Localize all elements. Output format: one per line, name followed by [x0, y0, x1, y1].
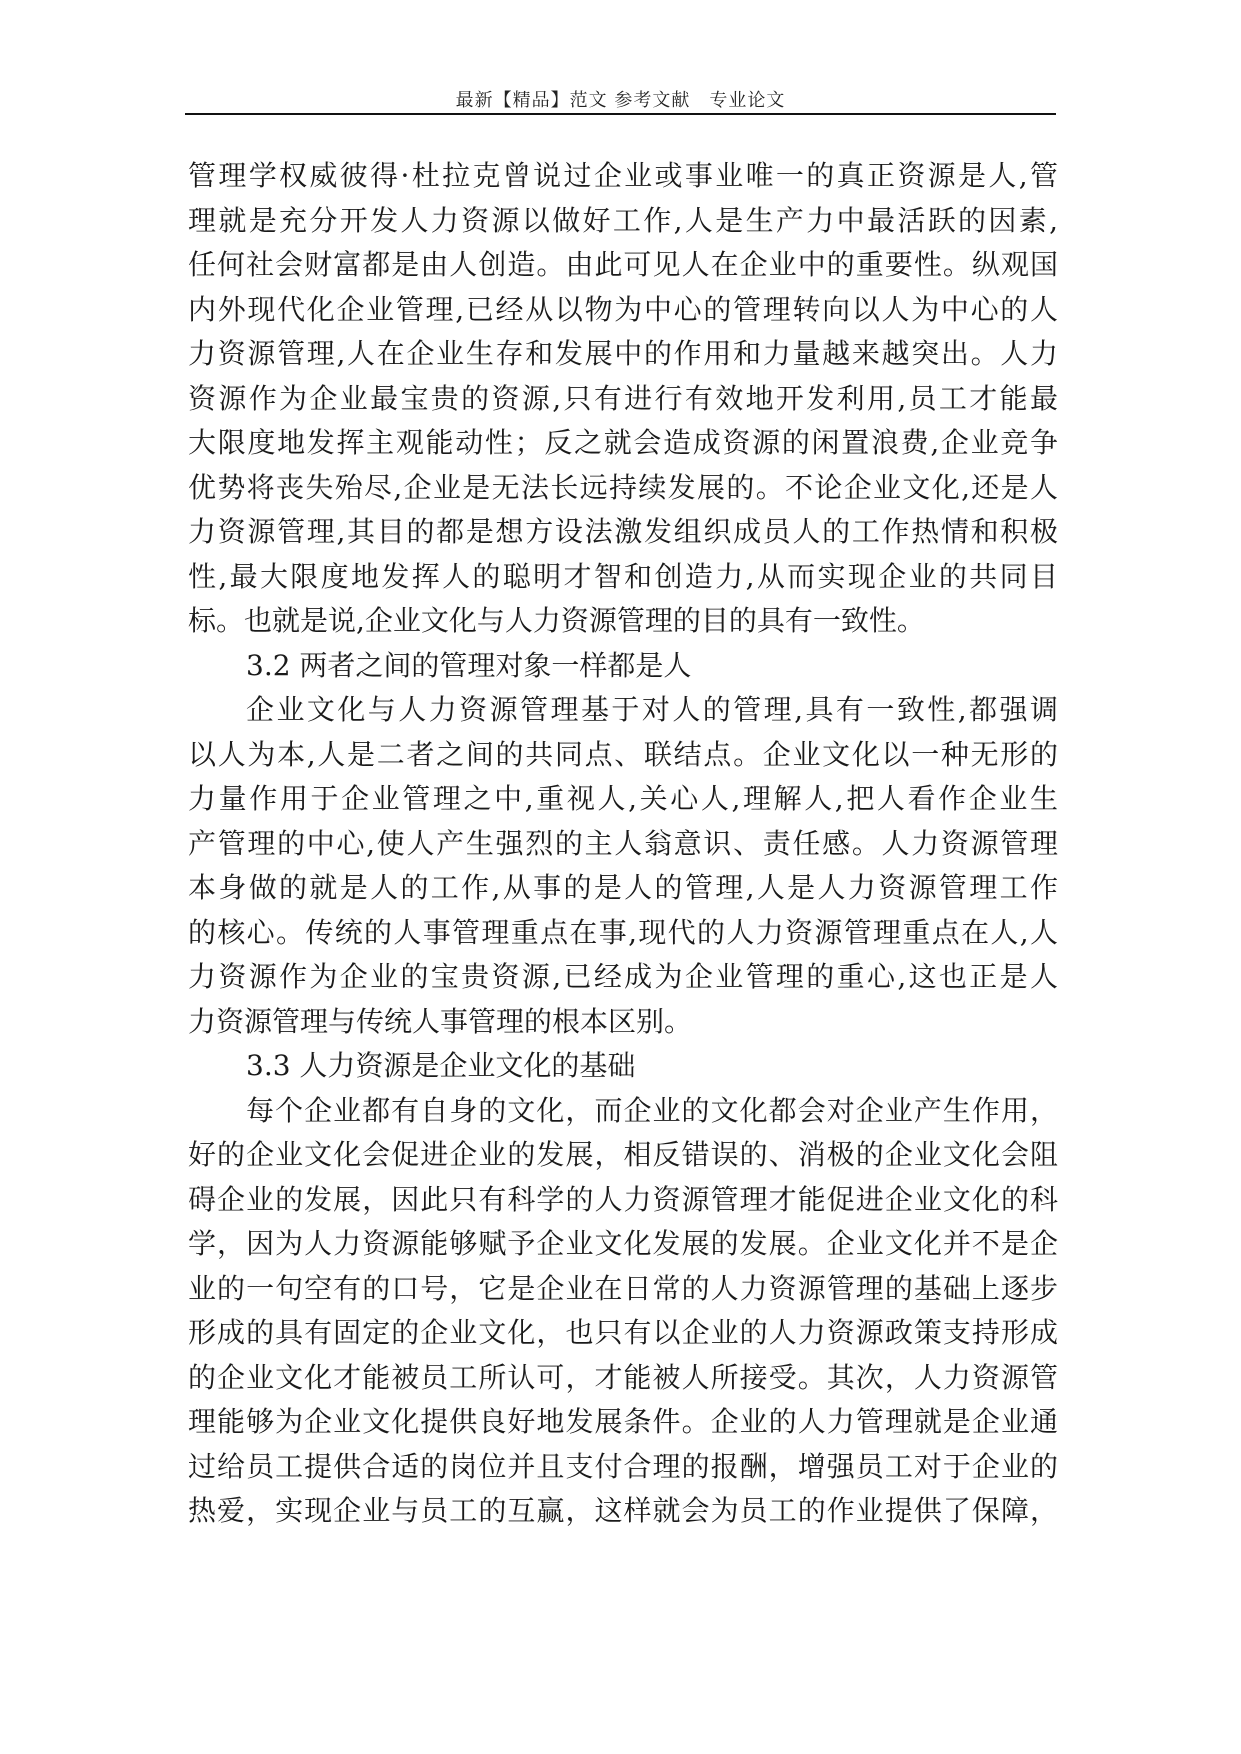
text-line: 学，因为人力资源能够赋予企业文化发展的发展。企业文化并不是企 [188, 1227, 1058, 1260]
text-line: 本身做的就是人的工作,从事的是人的管理,人是人力资源管理工作 [188, 871, 1058, 904]
text-line: 的企业文化才能被员工所认可，才能被人所接受。其次，人力资源管 [188, 1360, 1058, 1394]
text-line: 理能够为企业文化提供良好地发展条件。企业的人力管理就是企业通 [188, 1405, 1058, 1438]
paragraph [188, 1089, 1058, 1534]
text-line: 大限度地发挥主观能动性；反之就会造成资源的闲置浪费,企业竞争 [188, 426, 1058, 459]
text-line: 力量作用于企业管理之中,重视人,关心人,理解人,把人看作企业生 [188, 782, 1058, 815]
text-line: 产管理的中心,使人产生强烈的主人翁意识、责任感。人力资源管理 [188, 826, 1058, 860]
text-line: 热爱，实现企业与员工的互赢，这样就会为员工的作业提供了保障， [188, 1494, 1058, 1527]
text-line: 优势将丧失殆尽,企业是无法长远持续发展的。不论企业文化,还是人 [188, 470, 1058, 504]
text-line: 力资源作为企业的宝贵资源,已经成为企业管理的重心,这也正是人 [188, 960, 1058, 993]
paragraph [188, 154, 1058, 644]
page-header: 最新【精品】范文 参考文献 专业论文 [455, 90, 786, 111]
text-line: 管理学权威彼得·杜拉克曾说过企业或事业唯一的真正资源是人,管 [188, 159, 1058, 192]
text-line: 资源作为企业最宝贵的资源,只有进行有效地开发利用,员工才能最 [188, 381, 1058, 415]
header-rule [185, 113, 1056, 115]
text-line: 力资源管理,其目的都是想方设法激发组织成员人的工作热情和积极 [188, 515, 1058, 548]
text-line: 的核心。传统的人事管理重点在事,现代的人力资源管理重点在人,人 [188, 915, 1058, 949]
text-line: 好的企业文化会促进企业的发展，相反错误的、消极的企业文化会阻 [188, 1138, 1058, 1171]
text-line: 内外现代化企业管理,已经从以物为中心的管理转向以人为中心的人 [188, 292, 1058, 326]
text-line: 过给员工提供合适的岗位并且支付合理的报酬，增强员工对于企业的 [188, 1449, 1058, 1483]
text-line: 以人为本,人是二者之间的共同点、联结点。企业文化以一种无形的 [188, 737, 1058, 771]
paragraph [188, 688, 1058, 1044]
text-line: 力资源管理与传统人事管理的根本区别。 [188, 1004, 693, 1038]
section-heading: 3.3 人力资源是企业文化的基础 [246, 1049, 636, 1082]
text-line: 每个企业都有自身的文化，而企业的文化都会对企业产生作用， [246, 1093, 1058, 1127]
text-line: 企业文化与人力资源管理基于对人的管理,具有一致性,都强调 [246, 693, 1058, 726]
text-line: 形成的具有固定的企业文化，也只有以企业的人力资源政策支持形成 [188, 1316, 1058, 1349]
text-line: 任何社会财富都是由人创造。由此可见人在企业中的重要性。纵观国 [188, 248, 1058, 281]
text-line: 理就是充分开发人力资源以做好工作,人是生产力中最活跃的因素, [188, 203, 1058, 237]
text-line: 标。也就是说,企业文化与人力资源管理的目的具有一致性。 [188, 604, 925, 637]
document-body [188, 154, 1058, 1534]
text-line: 性,最大限度地发挥人的聪明才智和创造力,从而实现企业的共同目 [188, 559, 1058, 593]
text-line: 碍企业的发展，因此只有科学的人力资源管理才能促进企业文化的科 [188, 1182, 1058, 1216]
section-heading: 3.2 两者之间的管理对象一样都是人 [246, 648, 692, 682]
text-line: 业的一句空有的口号，它是企业在日常的人力资源管理的基础上逐步 [188, 1271, 1058, 1305]
text-line: 力资源管理,人在企业生存和发展中的作用和力量越来越突出。人力 [188, 337, 1058, 370]
